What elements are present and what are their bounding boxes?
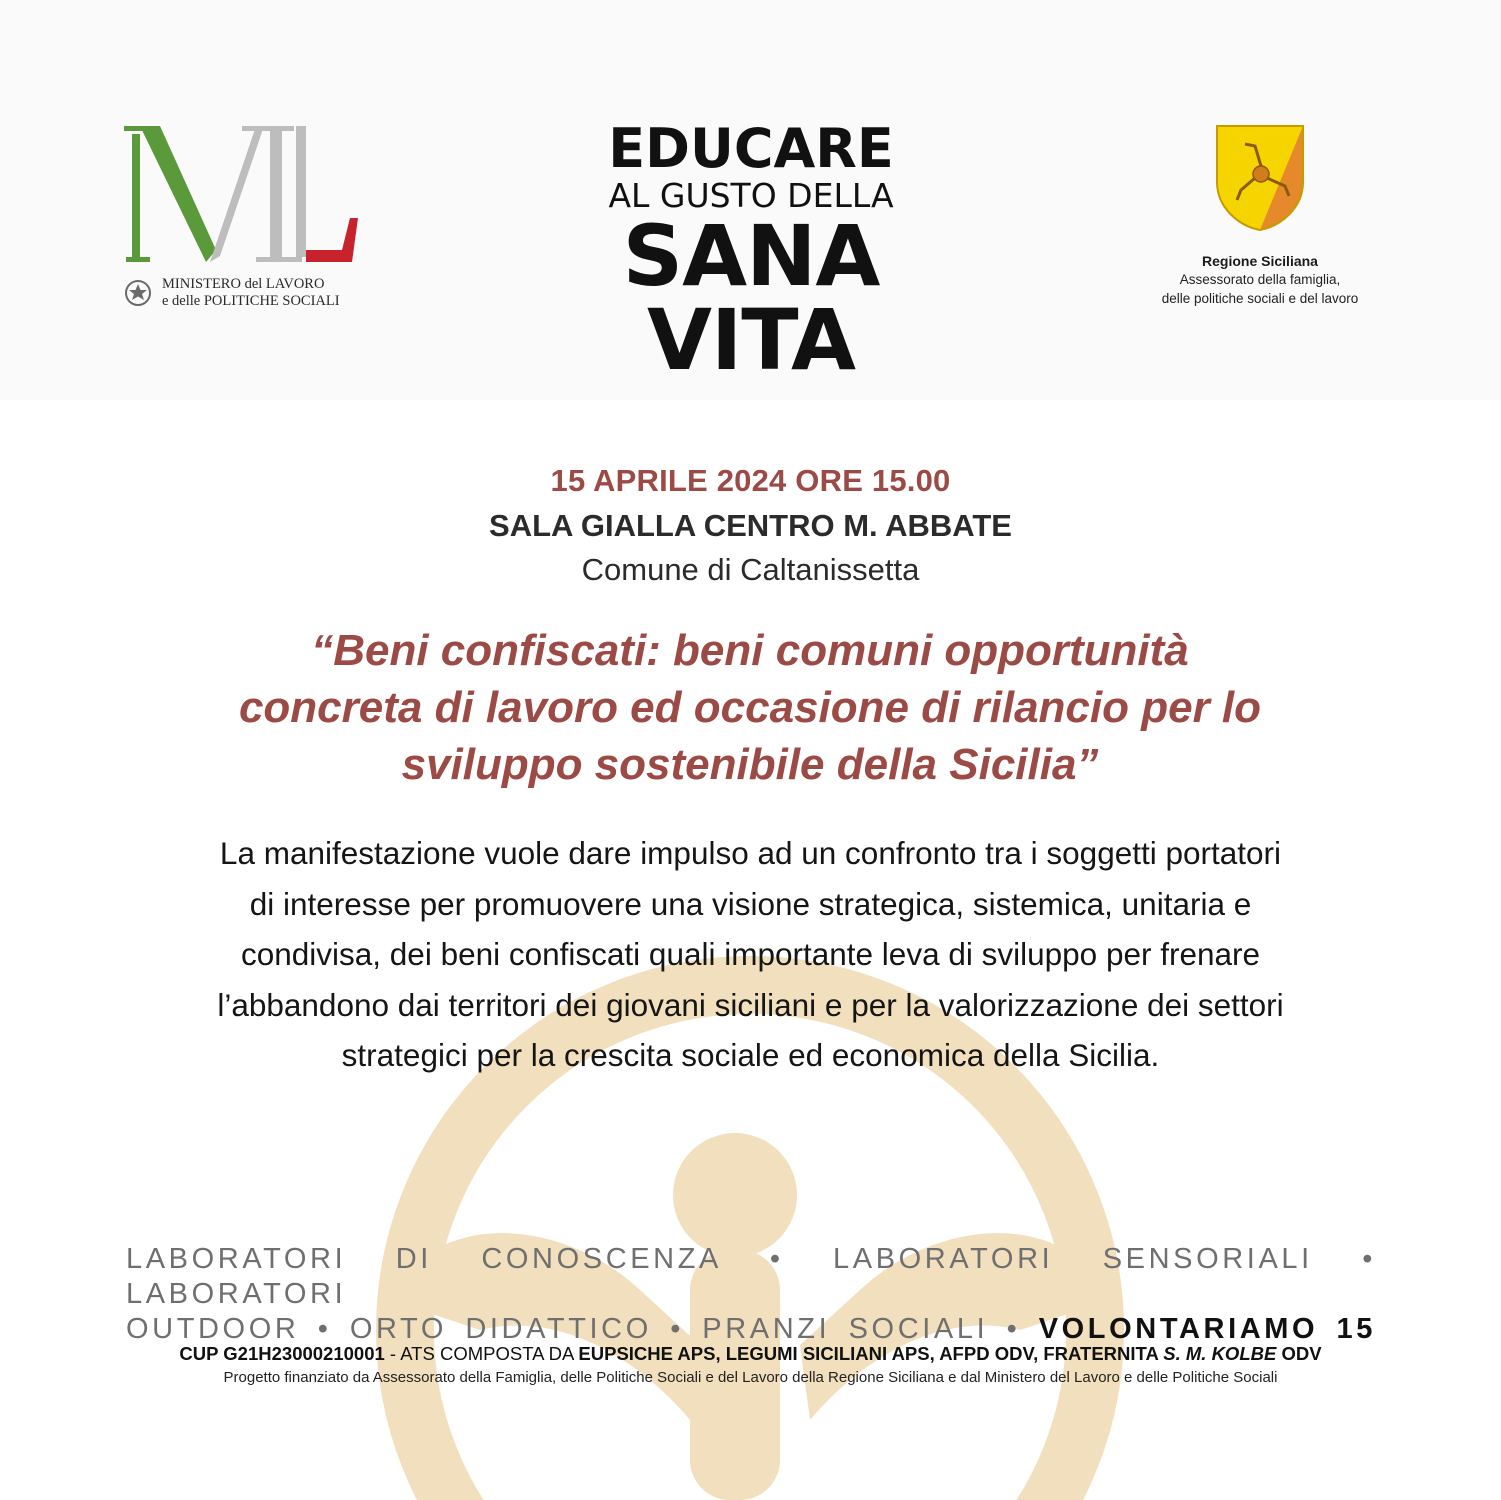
- region-subtitle-1: Assessorato della famiglia,: [1179, 272, 1341, 287]
- description-line-2: di interesse per promuovere una visione strategica, sistemica, unitaria e: [249, 885, 1252, 922]
- partners-italic: S. M. KOLBE: [1163, 1343, 1277, 1364]
- ministry-name: [162, 276, 340, 310]
- description-line-5: strategici per la crescita sociale ed economica della Sicilia.: [341, 1037, 1160, 1073]
- project-code-line: [0, 1342, 1501, 1366]
- cup-code: CUP G21H23000210001: [179, 1343, 385, 1364]
- partners-list: [578, 1343, 1321, 1364]
- region-logo: [1140, 124, 1380, 308]
- event-city: Comune di Caltanissetta: [581, 552, 920, 587]
- sicily-shield-icon: [1215, 124, 1305, 232]
- event-venue: SALA GIALLA CENTRO M. ABBATE: [489, 508, 1012, 543]
- volontariamo-brand: VOLONTARIAMO 15: [1038, 1313, 1376, 1345]
- event-description: [120, 828, 1381, 1081]
- description-line-1: La manifestazione vuole dare impulso ad un confronto tra i soggetti portatori: [219, 835, 1282, 871]
- region-subtitle-2: delle politiche sociali e del lavoro: [1161, 291, 1359, 306]
- event-title-line-1: EDUCARE: [608, 117, 894, 180]
- event-title-line-2: AL GUSTO DELLA: [608, 176, 894, 215]
- ministry-line-2: e delle POLITICHE SOCIALI: [162, 293, 340, 309]
- ministry-logo: [124, 122, 364, 322]
- description-line-3: condivisa, dei beni confiscati quali importante leva di sviluppo per frenare: [240, 936, 1261, 972]
- italian-emblem-icon: [124, 278, 152, 308]
- partners-part-2: ODV: [1276, 1343, 1322, 1364]
- event-title-line-3: SANA: [622, 207, 880, 305]
- ministry-line-1: MINISTERO del LAVORO: [162, 276, 325, 292]
- quote-line-3: sviluppo sostenibile della Sicilia”: [401, 740, 1099, 789]
- watermark-head: [673, 1133, 797, 1257]
- event-theme-quote: [100, 622, 1400, 793]
- ml-monogram: [124, 122, 364, 272]
- activities-line-1: LABORATORI DI CONOSCENZA • LABORATORI SENSORIALI • LABORATORI: [126, 1243, 1376, 1310]
- activities-line-2-text: OUTDOOR • ORTO DIDATTICO • PRANZI SOCIALI •: [126, 1313, 1021, 1345]
- activities-list: [126, 1242, 1376, 1347]
- event-title-line-4: VITA: [646, 291, 856, 389]
- quote-line-1: “Beni confiscati: beni comuni opportunità: [311, 626, 1189, 675]
- description-line-4: l’abbandono dai territori dei giovani siciliani e per la valorizzazione dei settori: [217, 986, 1284, 1023]
- quote-line-2: concreta di lavoro ed occasione di rilancio per lo: [238, 683, 1262, 732]
- event-title: [590, 117, 912, 389]
- event-date: 15 APRILE 2024 ORE 15.00: [550, 463, 951, 498]
- partners-part-1: EUPSICHE APS, LEGUMI SICILIANI APS, AFPD ODV, FRATERNITA: [578, 1343, 1164, 1364]
- region-name: Regione Siciliana: [1202, 253, 1318, 269]
- ats-label: - ATS COMPOSTA DA: [384, 1343, 579, 1364]
- funding-statement: Progetto finanziato da Assessorato della Famiglia, delle Politiche Sociali e del Lavoro della Regione Siciliana e dal Ministero del Lavoro e delle Politiche Sociali: [223, 1369, 1278, 1386]
